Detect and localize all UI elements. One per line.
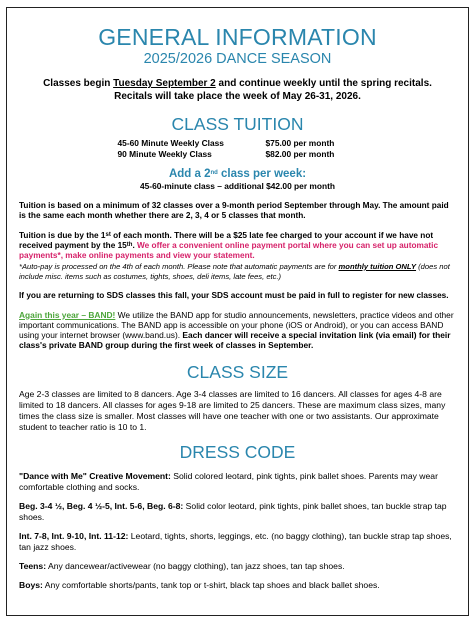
- intro-line-2: Recitals will take place the week of May 26-31, 2026.: [114, 90, 361, 102]
- autopay-note: *Auto-pay is processed on the 4th of each month. Please note that automatic payments are for monthly tuition ONLY (does not include misc. items such as costumes, tights, shoes, deli items, late fees, etc.): [19, 261, 450, 281]
- tuition-row: 90 Minute Weekly Class $82.00 per month: [117, 149, 335, 160]
- class-size-heading: CLASS SIZE: [186, 361, 289, 382]
- tuition-basis-paragraph: Tuition is based on a minimum of 32 classes over a 9-month period September through May. The amount paid is the same each month whether there are 2, 3, 4 or 5 classes that month.: [19, 201, 449, 221]
- tuition-table: [118, 138, 358, 160]
- dress-code-item: "Dance with Me" Creative Movement: Solid colored leotard, pink tights, pink ballet shoes. Parents may wear comfortable clothing and socks.: [19, 470, 438, 492]
- band-paragraph: Again this year – BAND! We utilize the BAND app for studio announcements, newsletters, practice videos and other important communications. The BAND app is accessible on your phone (iOS or Android), or you can access BAND using your internet browser (www.band.us). Each dancer will receive a special invitation link (via email) for their class's private BAND group during the first week of classes in September.: [19, 309, 454, 351]
- start-date: Tuesday September 2: [113, 78, 216, 89]
- tuition-row: 45-60 Minute Weekly Class $75.00 per month: [117, 138, 335, 149]
- season-intro: [19, 78, 456, 103]
- payment-portal-text: We offer a convenient online payment portal where you can set up automatic payments*, make online payments and view your statement.: [19, 241, 439, 261]
- info-page: [6, 7, 469, 616]
- band-link[interactable]: Again this year – BAND!: [19, 309, 116, 320]
- season-subtitle: 2025/2026 DANCE SEASON: [143, 51, 332, 67]
- page-title: GENERAL INFORMATION: [98, 24, 377, 50]
- dress-code-item: Beg. 3-4 ½, Beg. 4 ½-5, Int. 5-6, Beg. 6-8: Solid color leotard, pink tights, pink ballet shoes, tan buckle strap tap shoes.: [19, 500, 447, 522]
- tuition-heading: CLASS TUITION: [171, 114, 304, 135]
- class-size-paragraph: Age 2-3 classes are limited to 8 dancers. Age 3-4 classes are limited to 16 dancers. All classes for ages 4-8 are limited to 18 dancers. All classes for ages 9-18 are limited to 25 dancers. These are maximum class sizes, many times the class size is smaller. Most classes will have one teacher with one or two assistants. Our approximate student to teacher ratio is 10 to 1.: [19, 388, 446, 432]
- second-class-heading: Add a 2nd class per week:: [168, 168, 307, 181]
- dress-code-item: Int. 7-8, Int. 9-10, Int. 11-12: Leotard, tights, shorts, leggings, etc. (no baggy clothing), tan buckle strap tap shoes, tan jazz shoes.: [19, 530, 452, 552]
- second-class-price: 45-60-minute class – additional $42.00 per month: [139, 181, 336, 192]
- dress-code-item: Boys: Any comfortable shorts/pants, tank top or t-shirt, black tap shoes and black ballet shoes.: [19, 579, 380, 590]
- returning-students-paragraph: If you are returning to SDS classes this fall, your SDS account must be paid in full to register for new classes.: [19, 291, 449, 301]
- intro-line-1: Classes begin Tuesday September 2 and continue weekly until the spring recitals.: [43, 78, 432, 89]
- payment-due-paragraph: Tuition is due by the 1st of each month. There will be a $25 late fee charged to your account if we have not received payment by the 15th. We offer a convenient online payment portal where you can set up automatic payments*, make online payments and view your statement. *Auto-pay is processed on the 4th of each month. Please note that automatic payments are for monthly tuition ONLY (does not include misc. items such as costumes, tights, shoes, deli items, late fees, etc.): [19, 231, 456, 282]
- dress-code-heading: DRESS CODE: [179, 441, 296, 462]
- dress-code-item: Teens: Any dancewear/activewear (no baggy clothing), tan jazz shoes, tan tap shoes.: [19, 560, 345, 571]
